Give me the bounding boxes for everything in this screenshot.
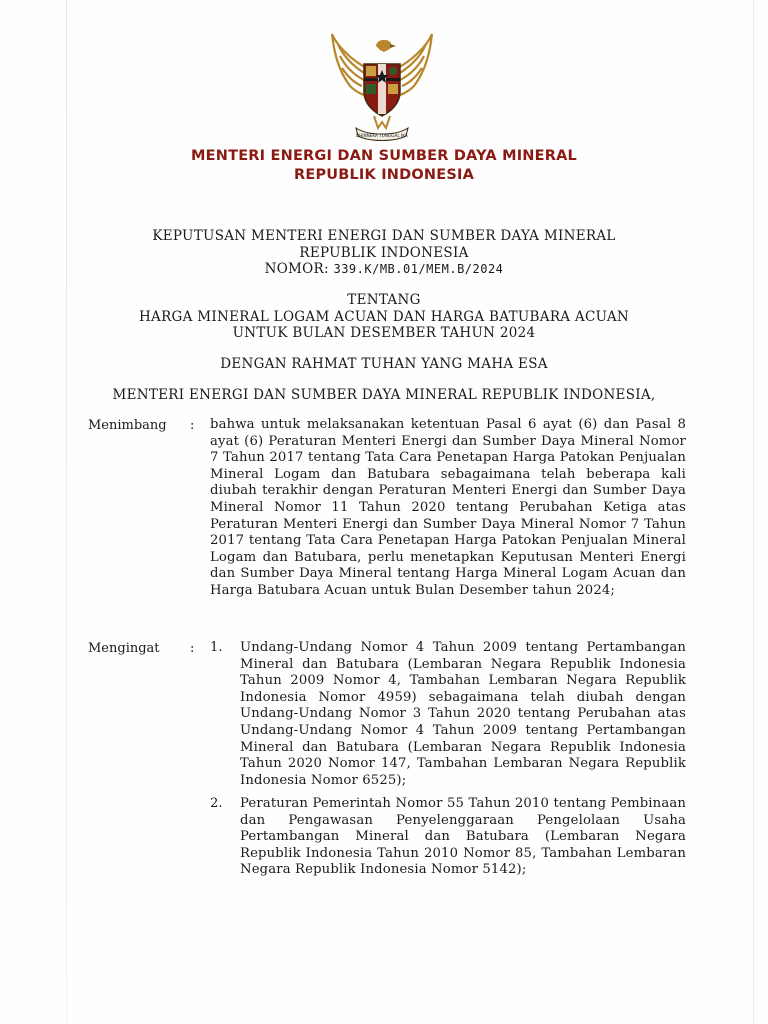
ministry-heading-line2: REPUBLIK INDONESIA: [293, 167, 475, 183]
decree-number-label: NOMOR:: [264, 261, 329, 277]
decree-number-value: 339.K/MB.01/MEM.B/2024: [333, 262, 504, 276]
menimbang-colon: :: [190, 418, 195, 433]
issuer-line: MENTERI ENERGI DAN SUMBER DAYA MINERAL REPUBLIK INDONESIA,: [112, 387, 656, 403]
decree-number: [0, 261, 768, 278]
emblem-motto: BHINNEKA TUNGGAL IKA: [356, 133, 408, 138]
mengingat-item-2-number: 2.: [210, 796, 223, 811]
mengingat-item-1-text: Undang-Undang Nomor 4 Tahun 2009 tentang Pertambangan Mineral dan Batubara (Lembaran Negara Republik Indonesia Tahun 2009 Nomor 4, Tambahan Lembaran Negara Republik Indonesia Nomor 4959) sebagaimana telah diubah dengan Undang-Undang Nomor 3 Tahun 2020 tentang Perubahan atas Undang-Undang Nomor 4 Tahun 2009 tentang Pertambangan Mineral dan Batubara (Lembaran Negara Republik Indonesia Tahun 2020 Nomor 147, Tambahan Lembaran Negara Republik Indonesia Nomor 6525);: [240, 640, 686, 788]
mengingat-colon: :: [190, 641, 195, 656]
mengingat-label: Mengingat: [88, 641, 160, 656]
mengingat-item-2-text: Peraturan Pemerintah Nomor 55 Tahun 2010 tentang Pembinaan dan Pengawasan Penyelenggaraan Pengelolaan Usaha Pertambangan Mineral dan Batubara (Lembaran Negara Republik Indonesia Tahun 2010 Nomor 85, Tambahan Lembaran Negara Republik Indonesia Nomor 5142);: [240, 796, 686, 878]
blessing-line: DENGAN RAHMAT TUHAN YANG MAHA ESA: [220, 356, 548, 372]
garuda-emblem-icon: [320, 30, 444, 146]
subject-line2: UNTUK BULAN DESEMBER TAHUN 2024: [232, 325, 536, 341]
decree-title-line1: KEPUTUSAN MENTERI ENERGI DAN SUMBER DAYA MINERAL: [152, 228, 616, 244]
menimbang-label: Menimbang: [88, 418, 167, 433]
tentang-heading: TENTANG: [347, 292, 421, 308]
mengingat-item-1-number: 1.: [210, 640, 223, 655]
decree-title-line2: REPUBLIK INDONESIA: [299, 245, 469, 261]
menimbang-text: bahwa untuk melaksanakan ketentuan Pasal 6 ayat (6) dan Pasal 8 ayat (6) Peraturan Menteri Energi dan Sumber Daya Mineral Nomor 7 Tahun 2017 tentang Tata Cara Penetapan Harga Patokan Penjualan Mineral Logam dan Batubara sebagaimana telah beberapa kali diubah terakhir dengan Peraturan Menteri Energi dan Sumber Daya Mineral Nomor 11 Tahun 2020 tentang Perubahan Ketiga atas Peraturan Menteri Energi dan Sumber Daya Mineral Nomor 7 Tahun 2017 tentang Tata Cara Penetapan Harga Patokan Penjualan Mineral Logam dan Batubara, perlu menetapkan Keputusan Menteri Energi dan Sumber Daya Mineral tentang Harga Mineral Logam Acuan dan Harga Batubara Acuan untuk Bulan Desember tahun 2024;: [210, 417, 686, 598]
ministry-heading-line1: MENTERI ENERGI DAN SUMBER DAYA MINERAL: [191, 148, 577, 164]
subject-line1: HARGA MINERAL LOGAM ACUAN DAN HARGA BATUBARA ACUAN: [138, 309, 630, 325]
